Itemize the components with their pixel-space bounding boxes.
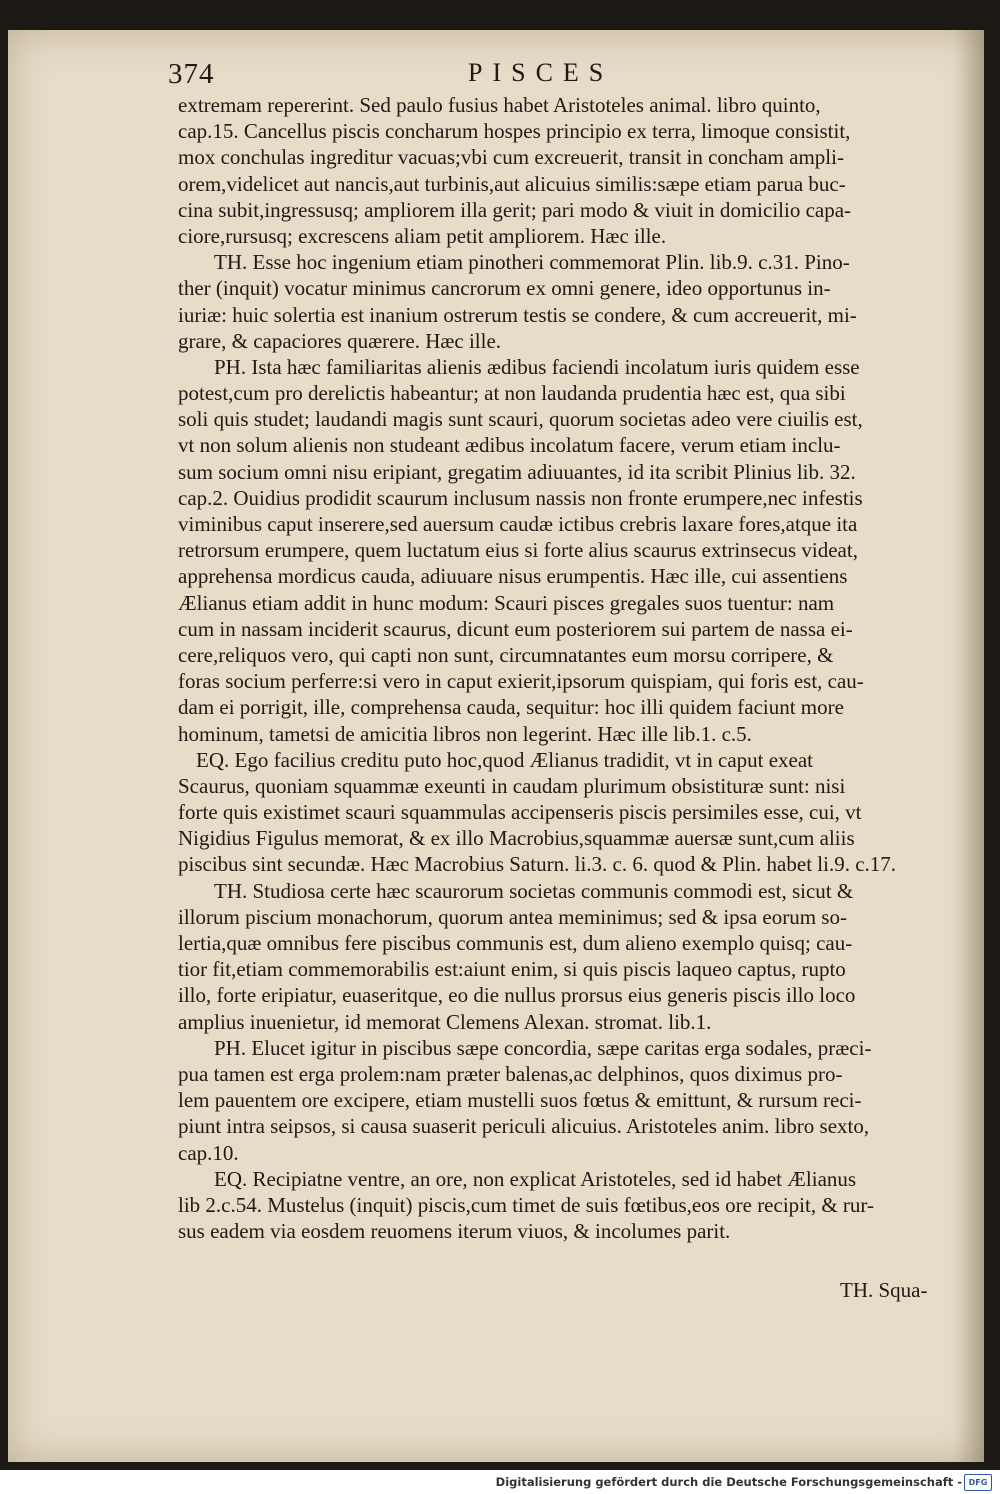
text-line: sus eadem via eosdem reuomens iterum viuos, & incolumes parit. [178,1219,731,1244]
text-line: hominum, tametsi de amicitia libros non legerint. Hæc ille lib.1. c.5. [178,721,752,746]
text-line: cum in nassam inciderit scaurus, dicunt eum posteriorem sui partem de nassa ei- [178,616,853,641]
text-line: PH. Ista hæc familiaritas alienis ædibus faciendi incolatum iuris quidem esse [214,354,860,379]
text-line: EQ. Ego facilius creditu puto hoc,quod Ælianus tradidit, vt in caput exeat [196,747,814,772]
text-line: sum socium omni nisu eripiant, gregatim adiuuantes, id ita scribit Plinius lib. 32. [178,459,856,484]
text-line: illorum piscium monachorum, quorum antea meminimus; sed & ipsa eorum so- [178,904,847,929]
text-line: amplius inuenietur, id memorat Clemens Alexan. stromat. lib.1. [178,1009,712,1034]
text-line: soli quis studet; laudandi magis sunt scauri, quorum societas adeo vere ciuilis est, [178,407,863,432]
text-line: vt non solum alienis non studeant ædibus incolatum facere, verum etiam inclu- [178,433,841,458]
text-line: ther (inquit) vocatur minimus cancrorum ex omni genere, ideo opportunus in- [178,276,831,301]
body-text [178,92,958,1244]
text-line: grare, & capaciores quærere. Hæc ille. [178,328,502,353]
text-line: dam ei porrigit, ille, comprehensa cauda, sequitur: hoc illi quidem faciunt more [178,695,844,720]
text-line: cap.15. Cancellus piscis concharum hospes principio ex terra, limoque consistit, [178,119,851,144]
text-line: cere,reliquos vero, qui capti non sunt, circumnatantes eum morsu corripere, & [178,642,834,667]
text-line: lertia,quæ omnibus fere piscibus communis est, dum alieno exemplo quisq; cau- [178,931,853,955]
text-line: lib 2.c.54. Mustelus (inquit) piscis,cum timet de suis fœtibus,eos ore recipit, & rur- [178,1192,874,1217]
text-line: pua tamen est erga prolem:nam præter balenas,ac delphinos, quos diximus pro- [178,1061,843,1086]
text-line: TH. Studiosa certe hæc scaurorum societas communis commodi est, sicut & [214,878,854,903]
text-line: mox conchulas ingreditur vacuas;vbi cum excreuerit, transit in concham ampli- [178,145,844,170]
text-line: ciore,rursusq; excrescens aliam petit ampliorem. Hæc ille. [178,223,667,248]
text-line: foras socium perferre:si vero in caput exierit,ipsorum quispiam, qui foris est, cau- [178,669,864,694]
text-line: cina subit,ingressusq; ampliorem illa gerit; pari modo & viuit in domicilio capa- [178,197,852,222]
text-line: PH. Elucet igitur in piscibus sæpe concordia, sæpe caritas erga sodales, præci- [214,1035,872,1060]
text-line: Nigidius Figulus memorat, & ex illo Macrobius,squammæ auersæ sunt,cum aliis [178,826,855,851]
text-line: potest,cum pro derelictis habeantur; at non laudanda prudentia hæc est, qua sibi [178,381,846,406]
text-line: apprehensa mordicus cauda, adiuuare nisus erumpentis. Hæc ille, cui assentiens [178,564,848,589]
text-line: cap.10. [178,1140,239,1165]
text-line: iuriæ: huic solertia est inanium ostrerum testis se condere, & cum accreuerit, mi- [178,302,857,327]
text-line: forte quis existimet scauri squammulas accipenseris piscis persimiles esse, cui, vt [178,800,862,825]
text-line: piscibus sint secundæ. Hæc Macrobius Saturn. li.3. c. 6. quod & Plin. habet li.9. c.17. [178,852,897,877]
running-title: PISCES [468,58,614,87]
text-line: viminibus caput inserere,sed auersum caudæ ictibus crebris laxare fores,atque ita [178,512,858,536]
text-line: EQ. Recipiatne ventre, an ore, non explicat Aristoteles, sed id habet Ælianus [214,1166,857,1191]
text-line: lem pauentem ore excipere, etiam mustelli suos fœtus & emittunt, & rursum reci- [178,1088,862,1113]
catchword: TH. Squa- [840,1278,928,1302]
text-line: orem,videlicet aut nancis,aut turbinis,aut alicuius similis:sæpe etiam parua buc- [178,171,846,196]
text-line: cap.2. Ouidius prodidit scaurum inclusum nassis non fronte erumpere,nec infestis [178,485,863,510]
text-line: tior fit,etiam commemorabilis est:aiunt enim, si quis piscis laqueo captus, rupto [178,957,846,982]
text-line: retrorsum erumpere, quem luctatum eius si forte alius scaurus extrinsecus videat, [178,538,858,563]
text-line: TH. Esse hoc ingenium etiam pinotheri commemorat Plin. lib.9. c.31. Pino- [214,250,850,275]
text-line: piunt intra seipsos, si causa suaserit periculi alicuius. Aristoteles anim. libro sexto, [178,1114,870,1139]
text-line: extremam repererint. Sed paulo fusius habet Aristoteles animal. libro quinto, [178,93,821,117]
text-line: Ælianus etiam addit in hunc modum: Scauri pisces gregales suos tuentur: nam [178,590,835,615]
dfg-logo-icon: DFG [964,1474,992,1491]
digitization-footer [0,1470,1000,1494]
text-line: illo, forte eripiatur, euaseritque, eo die nullus prorsus eius generis piscis illo loco [178,983,856,1008]
text-line: Scaurus, quoniam squammæ exeunti in caudam plurimum obsistituræ sunt: nisi [178,773,846,798]
page-number: 374 [168,58,215,90]
funding-notice: Digitalisierung gefördert durch die Deutsche Forschungsgemeinschaft - [495,1475,962,1489]
page-gutter-shadow [954,30,984,1462]
